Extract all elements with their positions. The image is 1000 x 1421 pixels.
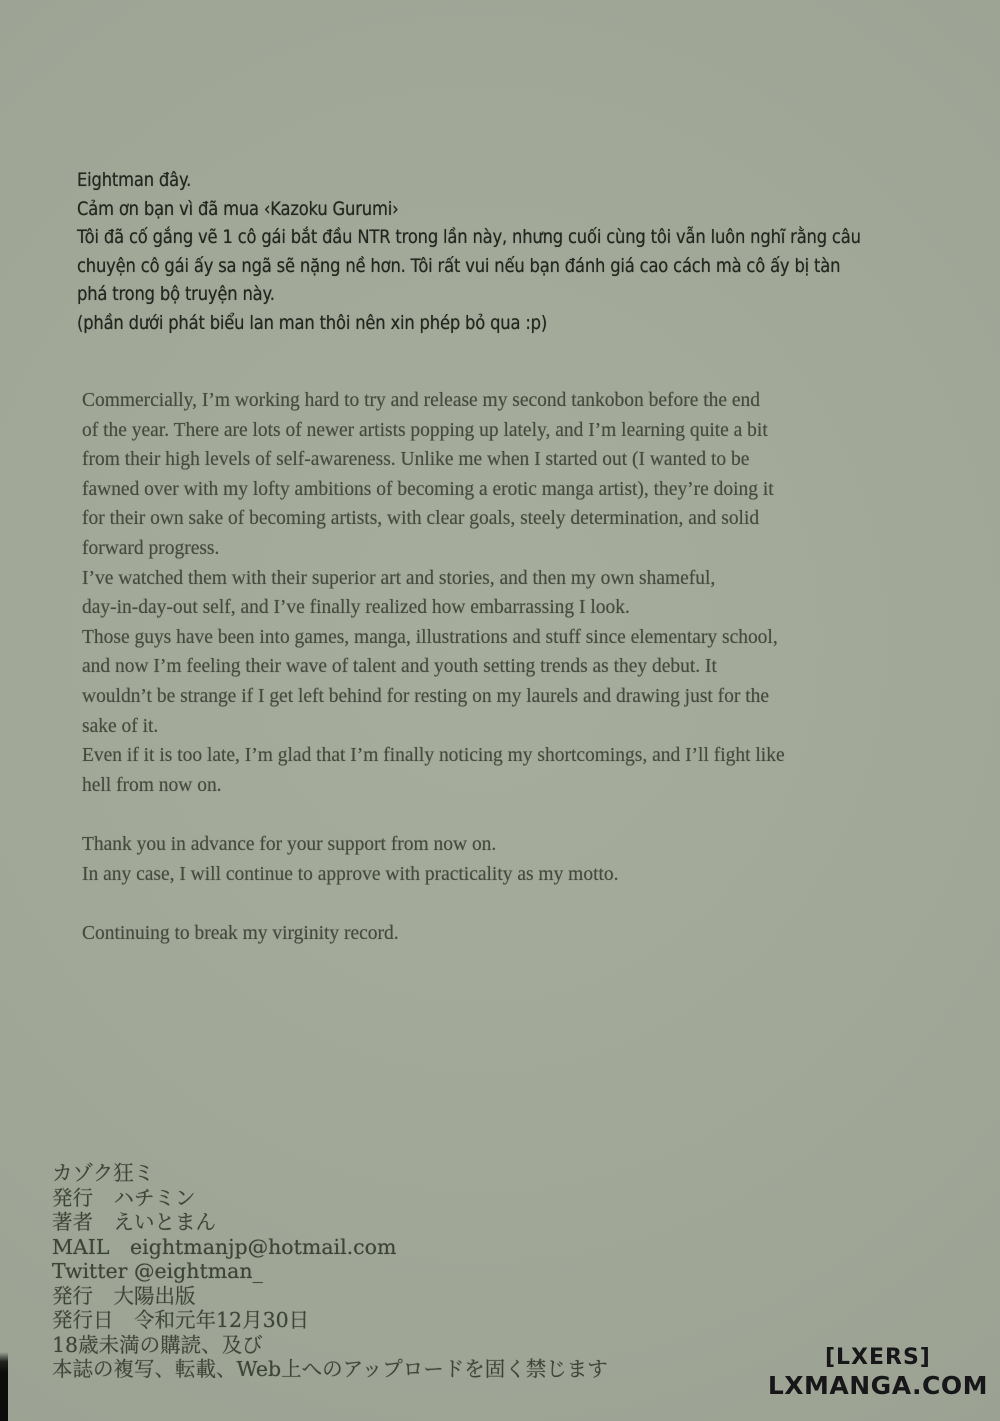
afterword-line: Even if it is too late, I’m glad that I’m finally noticing my shortcomings, and I’ll fight like (82, 744, 785, 767)
afterword-line: day-in-day-out self, and I’ve finally realized how embarrassing I look. (82, 596, 630, 619)
intro-line: Eightman đây. (77, 169, 192, 191)
afterword-line: Thank you in advance for your support from now on. (82, 832, 497, 855)
afterword-line: Commercially, I’m working hard to try and release my second tankobon before the end (82, 389, 760, 411)
afterword-line: Those guys have been into games, manga, illustrations and stuff since elementary school, (82, 625, 778, 648)
credits-author-line: 著者 えいとまん (52, 1210, 216, 1234)
watermark-group-name: [LXERS] (824, 1345, 931, 1370)
afterword-line: wouldn’t be strange if I get left behind for resting on my laurels and drawing just for the (82, 684, 770, 707)
intro-line: Tôi đã cố gắng vẽ 1 cô gái bắt đầu NTR trong lần này, nhưng cuối cùng tôi vẫn luôn nghĩ rằng câu (77, 226, 861, 249)
afterword-line: and now I’m feeling their wave of talent and youth setting trends as they debut. It (82, 655, 717, 678)
credits-printer-line: 発行 大陽出版 (52, 1283, 196, 1308)
afterword-blank-line (82, 800, 975, 830)
english-afterword-text (82, 386, 975, 948)
afterword-line: sake of it. (82, 714, 159, 737)
afterword-line: forward progress. (82, 536, 220, 559)
afterword-line: Continuing to break my virginity record. (82, 921, 399, 944)
watermark-site-url: LXMANGA.COM (767, 1371, 988, 1400)
intro-line: Cảm ơn bạn vì đã mua ‹Kazoku Gurumi› (77, 197, 399, 220)
afterword-line: from their high levels of self-awareness. Unlike me when I started out (I wanted to be (82, 448, 750, 471)
scan-edge-artifact (0, 1352, 8, 1421)
credits-publisher-line: 発行 ハチミン (52, 1185, 196, 1210)
credits-twitter-line: Twitter @eightman_ (52, 1259, 263, 1283)
afterword-blank-line (82, 889, 975, 919)
scanlation-watermark (768, 1344, 988, 1400)
afterword-line: I’ve watched them with their superior art and stories, and then my own shameful, (82, 566, 716, 589)
credits-mail-line: MAIL eightmanjp@hotmail.com (52, 1234, 397, 1259)
credits-notice-line: 本誌の複写、転載、Web上へのアップロードを固く禁じます (52, 1357, 608, 1381)
afterword-line: In any case, I will continue to approve with practicality as my motto. (82, 862, 619, 885)
credits-date-line: 発行日 令和元年12月30日 (52, 1308, 310, 1332)
afterword-line: hell from now on. (82, 773, 222, 796)
intro-line: chuyện cô gái ấy sa ngã sẽ nặng nề hơn. Tôi rất vui nếu bạn đánh giá cao cách mà cô ấy bị tàn (77, 254, 841, 277)
afterword-line: fawned over with my lofty ambitions of becoming a erotic manga artist), they’re doing it (82, 477, 774, 500)
credits-notice-line: 18歳未満の購読、及び (52, 1332, 263, 1357)
credits-title-line: カゾク狂ミ (52, 1161, 155, 1185)
japanese-colophon-credits (52, 1161, 752, 1382)
afterword-line: for their own sake of becoming artists, with clear goals, steely determination, and solid (82, 507, 760, 530)
afterword-line: of the year. There are lots of newer artists popping up lately, and I’m learning quite a bit (82, 418, 768, 441)
intro-line: phá trong bộ truyện này. (77, 283, 275, 306)
intro-line: (phần dưới phát biểu lan man thôi nên xin phép bỏ qua :p) (77, 311, 548, 334)
vietnamese-translator-note (77, 166, 1000, 338)
